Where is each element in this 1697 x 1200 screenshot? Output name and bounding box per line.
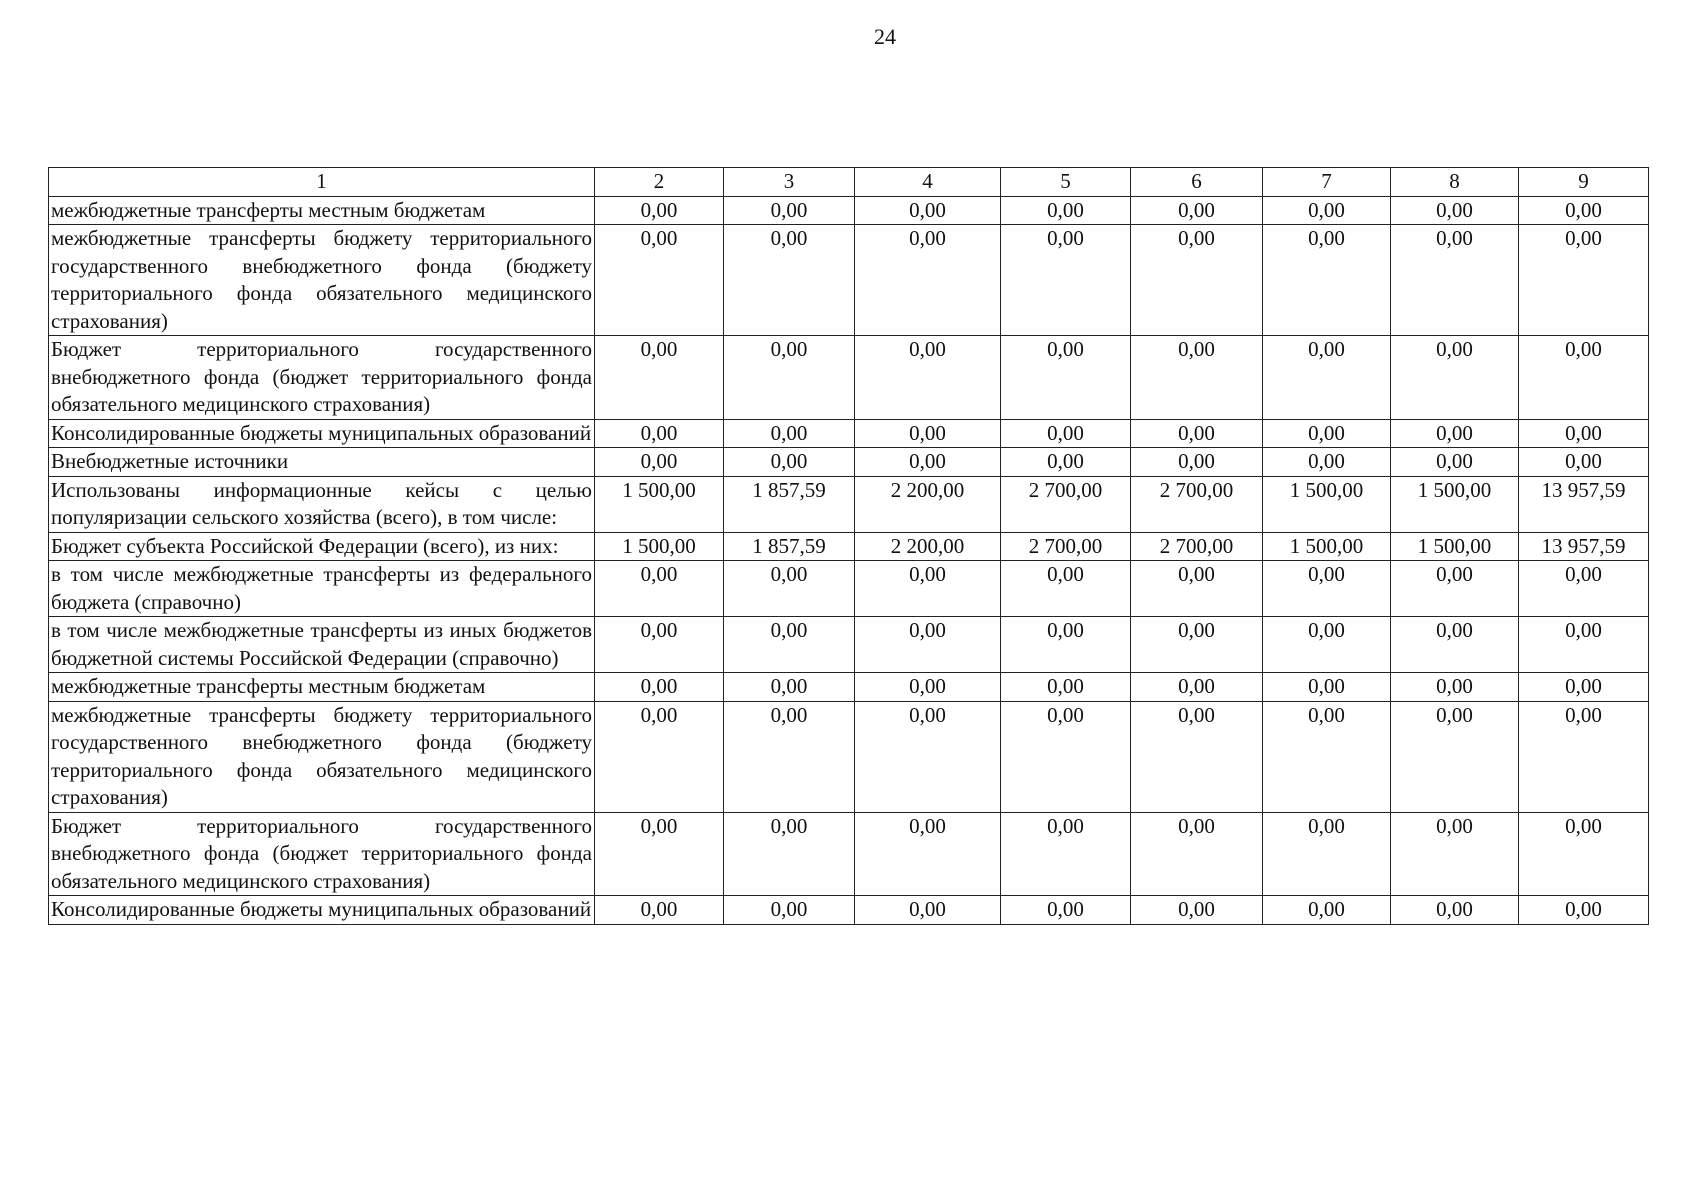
value-cell: 0,00 (1263, 561, 1391, 617)
value-cell: 0,00 (855, 561, 1001, 617)
value-cell: 0,00 (1131, 812, 1263, 896)
table-row (49, 225, 1649, 336)
value-cell: 0,00 (1131, 896, 1263, 925)
value-cell: 0,00 (724, 225, 855, 336)
value-cell: 0,00 (855, 673, 1001, 702)
value-cell: 0,00 (855, 617, 1001, 673)
value-cell: 0,00 (855, 701, 1001, 812)
value-cell: 2 200,00 (855, 532, 1001, 561)
table-row (49, 561, 1649, 617)
table-row (49, 476, 1649, 532)
value-cell: 0,00 (1391, 419, 1519, 448)
value-cell: 0,00 (1391, 617, 1519, 673)
value-cell: 0,00 (855, 419, 1001, 448)
value-cell: 0,00 (724, 448, 855, 477)
value-cell: 0,00 (1263, 419, 1391, 448)
value-cell: 0,00 (724, 617, 855, 673)
value-cell: 0,00 (1001, 673, 1131, 702)
value-cell: 0,00 (595, 812, 724, 896)
column-header: 7 (1263, 168, 1391, 197)
value-cell: 0,00 (1391, 701, 1519, 812)
table-row (49, 532, 1649, 561)
value-cell: 0,00 (1519, 196, 1649, 225)
value-cell: 0,00 (1263, 701, 1391, 812)
value-cell: 0,00 (1391, 196, 1519, 225)
value-cell: 2 200,00 (855, 476, 1001, 532)
row-label: Консолидированные бюджеты муниципальных образований (49, 419, 595, 448)
row-label: в том числе межбюджетные трансферты из федерального бюджета (справочно) (49, 561, 595, 617)
row-label: межбюджетные трансферты местным бюджетам (49, 673, 595, 702)
value-cell: 0,00 (1519, 336, 1649, 420)
value-cell: 1 500,00 (1391, 476, 1519, 532)
value-cell: 0,00 (1001, 561, 1131, 617)
value-cell: 0,00 (595, 336, 724, 420)
value-cell: 0,00 (1131, 701, 1263, 812)
column-header: 3 (724, 168, 855, 197)
column-header: 9 (1519, 168, 1649, 197)
value-cell: 0,00 (855, 896, 1001, 925)
row-label: в том числе межбюджетные трансферты из иных бюджетов бюджетной системы Российской Федерации (справочно) (49, 617, 595, 673)
value-cell: 0,00 (595, 225, 724, 336)
value-cell: 0,00 (1263, 673, 1391, 702)
table-row (49, 701, 1649, 812)
value-cell: 1 500,00 (1263, 532, 1391, 561)
value-cell: 0,00 (1001, 812, 1131, 896)
value-cell: 0,00 (1131, 673, 1263, 702)
value-cell: 0,00 (1519, 448, 1649, 477)
value-cell: 0,00 (1001, 701, 1131, 812)
column-header: 5 (1001, 168, 1131, 197)
value-cell: 0,00 (1391, 561, 1519, 617)
value-cell: 0,00 (724, 561, 855, 617)
row-label: межбюджетные трансферты местным бюджетам (49, 196, 595, 225)
table-row (49, 336, 1649, 420)
value-cell: 0,00 (1131, 617, 1263, 673)
row-label: Консолидированные бюджеты муниципальных образований (49, 896, 595, 925)
value-cell: 0,00 (855, 336, 1001, 420)
value-cell: 0,00 (1263, 448, 1391, 477)
value-cell: 0,00 (595, 448, 724, 477)
page-number: 24 (874, 24, 896, 49)
value-cell: 0,00 (724, 336, 855, 420)
value-cell: 13 957,59 (1519, 532, 1649, 561)
table-row (49, 812, 1649, 896)
value-cell: 1 500,00 (595, 476, 724, 532)
value-cell: 0,00 (595, 419, 724, 448)
row-label: Использованы информационные кейсы с целью популяризации сельского хозяйства (всего), в том числе: (49, 476, 595, 532)
value-cell: 0,00 (1001, 196, 1131, 225)
value-cell: 0,00 (1263, 196, 1391, 225)
value-cell: 0,00 (1001, 896, 1131, 925)
value-cell: 0,00 (1391, 896, 1519, 925)
value-cell: 0,00 (1131, 561, 1263, 617)
column-header: 4 (855, 168, 1001, 197)
column-header: 2 (595, 168, 724, 197)
value-cell: 0,00 (1519, 673, 1649, 702)
value-cell: 0,00 (1001, 419, 1131, 448)
value-cell: 0,00 (1131, 419, 1263, 448)
value-cell: 0,00 (1519, 617, 1649, 673)
value-cell: 0,00 (1131, 196, 1263, 225)
value-cell: 0,00 (855, 812, 1001, 896)
value-cell: 0,00 (595, 896, 724, 925)
value-cell: 0,00 (1263, 812, 1391, 896)
value-cell: 0,00 (724, 896, 855, 925)
value-cell: 0,00 (1391, 673, 1519, 702)
value-cell: 0,00 (1001, 617, 1131, 673)
value-cell: 0,00 (1391, 225, 1519, 336)
value-cell: 0,00 (1391, 448, 1519, 477)
value-cell: 0,00 (1263, 896, 1391, 925)
table-header-row (49, 168, 1649, 197)
column-header: 8 (1391, 168, 1519, 197)
value-cell: 0,00 (1263, 225, 1391, 336)
value-cell: 0,00 (1001, 336, 1131, 420)
value-cell: 2 700,00 (1131, 476, 1263, 532)
table-row (49, 419, 1649, 448)
value-cell: 0,00 (595, 701, 724, 812)
row-label: межбюджетные трансферты бюджету территориального государственного внебюджетного фонда (бюджету территориального фонда обязательного медицинского страхования) (49, 701, 595, 812)
column-header: 1 (49, 168, 595, 197)
value-cell: 0,00 (855, 225, 1001, 336)
value-cell: 0,00 (1519, 561, 1649, 617)
value-cell: 0,00 (1131, 336, 1263, 420)
value-cell: 0,00 (1519, 701, 1649, 812)
value-cell: 2 700,00 (1001, 476, 1131, 532)
value-cell: 1 857,59 (724, 532, 855, 561)
value-cell: 0,00 (595, 617, 724, 673)
value-cell: 2 700,00 (1131, 532, 1263, 561)
value-cell: 0,00 (855, 448, 1001, 477)
value-cell: 1 500,00 (595, 532, 724, 561)
column-header: 6 (1131, 168, 1263, 197)
value-cell: 0,00 (1263, 336, 1391, 420)
table-row (49, 448, 1649, 477)
row-label: Бюджет субъекта Российской Федерации (всего), из них: (49, 532, 595, 561)
value-cell: 0,00 (595, 196, 724, 225)
value-cell: 1 500,00 (1263, 476, 1391, 532)
value-cell: 0,00 (855, 196, 1001, 225)
value-cell: 13 957,59 (1519, 476, 1649, 532)
value-cell: 0,00 (1519, 419, 1649, 448)
table-row (49, 196, 1649, 225)
value-cell: 2 700,00 (1001, 532, 1131, 561)
value-cell: 0,00 (1391, 812, 1519, 896)
value-cell: 0,00 (1519, 225, 1649, 336)
budget-table (48, 167, 1649, 925)
value-cell: 0,00 (724, 673, 855, 702)
value-cell: 0,00 (724, 812, 855, 896)
table-row (49, 673, 1649, 702)
value-cell: 0,00 (1519, 896, 1649, 925)
value-cell: 0,00 (595, 673, 724, 702)
table-row (49, 896, 1649, 925)
value-cell: 0,00 (1391, 336, 1519, 420)
row-label: Бюджет территориального государственного внебюджетного фонда (бюджет территориального фонда обязательного медицинского страхования) (49, 812, 595, 896)
row-label: межбюджетные трансферты бюджету территориального государственного внебюджетного фонда (бюджету территориального фонда обязательного медицинского страхования) (49, 225, 595, 336)
value-cell: 1 500,00 (1391, 532, 1519, 561)
value-cell: 0,00 (724, 701, 855, 812)
value-cell: 0,00 (724, 419, 855, 448)
value-cell: 0,00 (1001, 225, 1131, 336)
value-cell: 0,00 (1131, 225, 1263, 336)
value-cell: 0,00 (1263, 617, 1391, 673)
table-row (49, 617, 1649, 673)
value-cell: 1 857,59 (724, 476, 855, 532)
value-cell: 0,00 (595, 561, 724, 617)
value-cell: 0,00 (1001, 448, 1131, 477)
value-cell: 0,00 (724, 196, 855, 225)
value-cell: 0,00 (1131, 448, 1263, 477)
row-label: Бюджет территориального государственного внебюджетного фонда (бюджет территориального фонда обязательного медицинского страхования) (49, 336, 595, 420)
row-label: Внебюджетные источники (49, 448, 595, 477)
value-cell: 0,00 (1519, 812, 1649, 896)
